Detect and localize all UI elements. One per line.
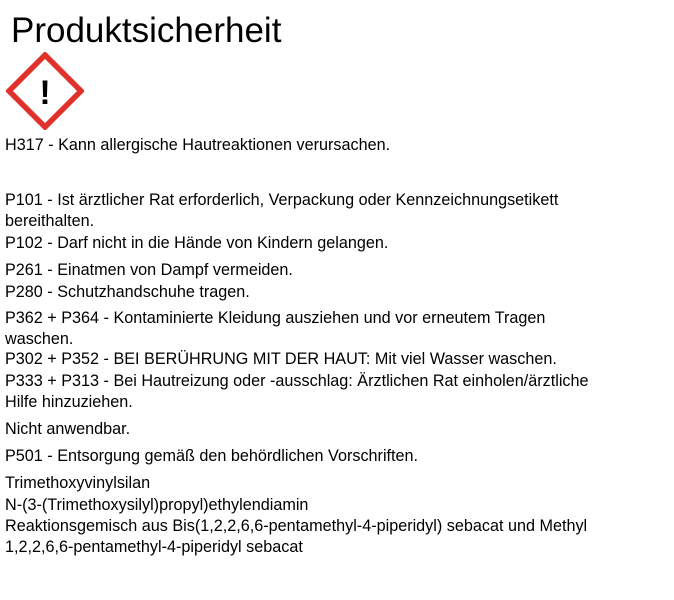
precaution-p101: P101 - Ist ärztlicher Rat erforderlich, Verpackung oder Kennzeichnungsetikett bbox=[5, 191, 559, 209]
ingredient-item: Trimethoxyvinylsilan bbox=[5, 474, 151, 492]
ghs07-exclamation-mark-icon bbox=[6, 52, 84, 130]
precaution-p362-p364-cont: waschen. bbox=[5, 330, 74, 348]
page-title: Produktsicherheit bbox=[11, 11, 282, 50]
svg-text:!: ! bbox=[39, 74, 51, 112]
ingredient-item: N-(3-(Trimethoxysilyl)propyl)ethylendiamin bbox=[5, 496, 309, 514]
precaution-p362-p364: P362 + P364 - Kontaminierte Kleidung ausziehen und vor erneutem Tragen bbox=[5, 309, 546, 327]
ingredient-item: Reaktionsgemisch aus Bis(1,2,2,6,6-pentamethyl-4-piperidyl) sebacat und Methyl bbox=[5, 517, 588, 535]
precaution-not-applicable: Nicht anwendbar. bbox=[5, 420, 131, 438]
precaution-p101-cont: bereithalten. bbox=[5, 212, 95, 230]
precaution-p333-p313-cont: Hilfe hinzuziehen. bbox=[5, 393, 133, 411]
precaution-p501: P501 - Entsorgung gemäß den behördlichen Vorschriften. bbox=[5, 447, 419, 465]
precaution-p302-p352: P302 + P352 - BEI BERÜHRUNG MIT DER HAUT: Mit viel Wasser waschen. bbox=[5, 350, 557, 368]
ingredient-item: 1,2,2,6,6-pentamethyl-4-piperidyl sebacat bbox=[5, 538, 303, 556]
precaution-p261: P261 - Einatmen von Dampf vermeiden. bbox=[5, 261, 293, 279]
precaution-p280: P280 - Schutzhandschuhe tragen. bbox=[5, 283, 250, 301]
precaution-p333-p313: P333 + P313 - Bei Hautreizung oder -ausschlag: Ärztlichen Rat einholen/ärztliche bbox=[5, 372, 589, 390]
precaution-p102: P102 - Darf nicht in die Hände von Kindern gelangen. bbox=[5, 234, 389, 252]
hazard-statement-h317: H317 - Kann allergische Hautreaktionen verursachen. bbox=[5, 136, 391, 154]
